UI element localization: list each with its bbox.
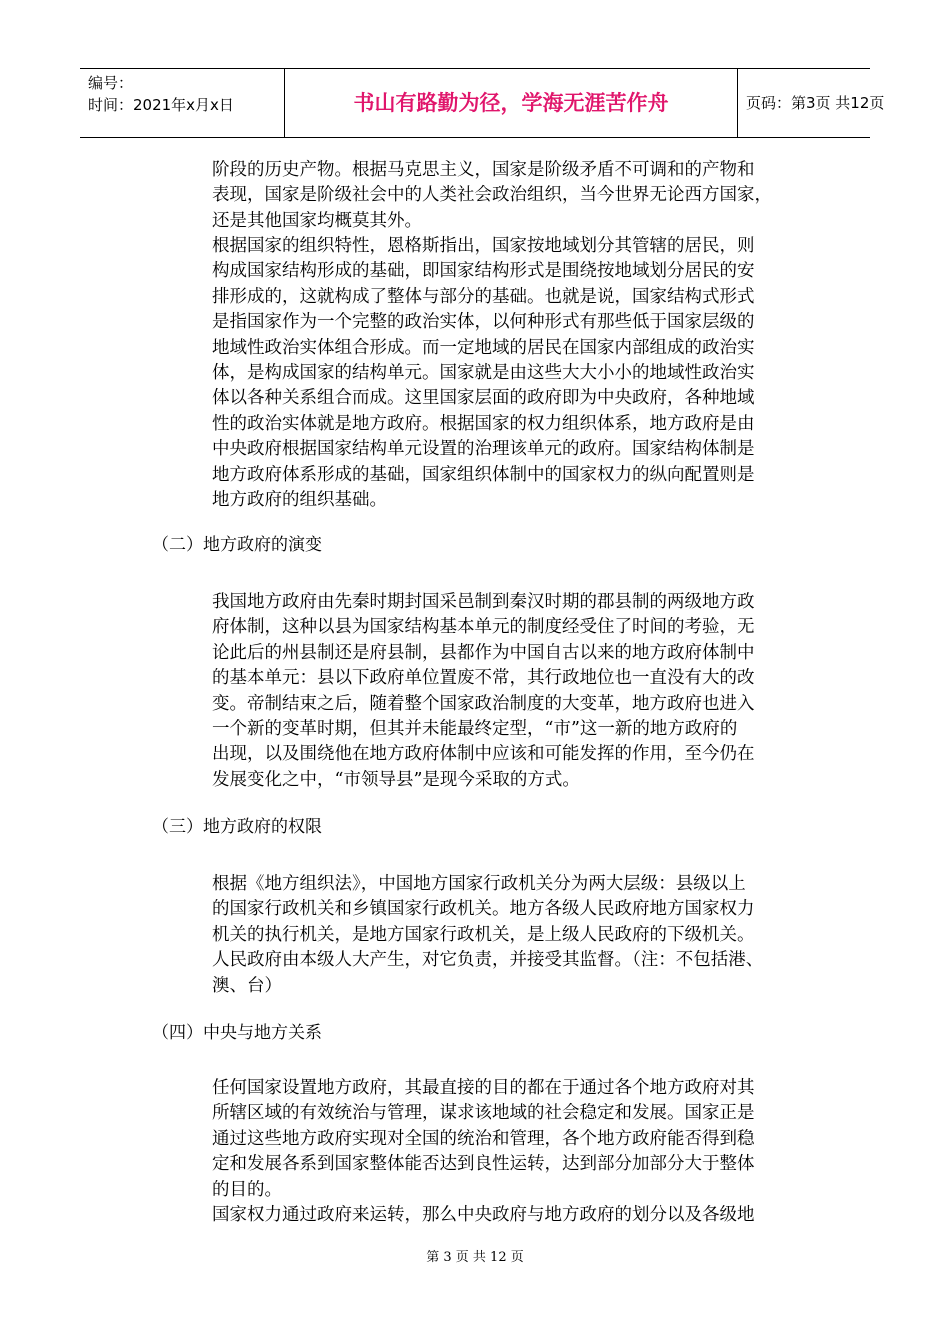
- text-line: 还是其他国家均概莫其外。: [212, 210, 422, 231]
- paragraph-5: [212, 1076, 755, 1203]
- text-line: 机关的执行机关，是地方国家行政机关，是上级人民政府的下级机关。: [212, 924, 755, 945]
- text-line: 地方政府的组织基础。: [212, 490, 387, 511]
- text-line: 体，是构成国家的结构单元。国家就是由这些大大小小的地域性政治实: [212, 363, 755, 384]
- page-footer: 第 3 页 共 12 页: [426, 1250, 524, 1265]
- text-line: 中央政府根据国家结构单元设置的治理该单元的政府。国家结构体制是: [212, 439, 755, 460]
- text-line: 根据《地方组织法》，中国地方国家行政机关分为两大层级：县级以上: [212, 874, 746, 894]
- text-line: 是指国家作为一个完整的政治实体，以何种形式有那些低于国家层级的: [212, 312, 755, 333]
- text-line: 的国家行政机关和乡镇国家行政机关。地方各级人民政府地方国家权力: [212, 899, 755, 920]
- text-line: 构成国家结构形成的基础，即国家结构形式是围绕按地域划分居民的安: [212, 261, 755, 282]
- text-line: 我国地方政府由先秦时期封国采邑制到秦汉时期的郡县制的两级地方政: [212, 592, 755, 612]
- text-line: 论此后的州县制还是府县制，县都作为中国自古以来的地方政府体制中: [212, 642, 755, 663]
- doc-date-label: 时间：2021年x月x日: [88, 96, 234, 114]
- text-line: 根据国家的组织特性，恩格斯指出，国家按地域划分其管辖的居民，则: [212, 236, 755, 256]
- section-heading-3: （三）地方政府的权限: [152, 817, 322, 837]
- page-header: [80, 68, 885, 138]
- text-line: 任何国家设置地方政府，其最直接的目的都在于通过各个地方政府对其: [212, 1078, 755, 1098]
- text-line: 所辖区域的有效统治与管理，谋求该地域的社会稳定和发展。国家正是: [212, 1103, 755, 1124]
- text-line: 通过这些地方政府实现对全国的统治和管理，各个地方政府能否得到稳: [212, 1128, 755, 1149]
- text-line: 的基本单元：县以下政府单位置废不常，其行政地位也一直没有大的改: [212, 668, 755, 689]
- text-line: 一个新的变革时期，但其并未能最终定型，“市”这一新的地方政府的: [212, 719, 738, 740]
- header-meta: [80, 69, 284, 137]
- header-motto: 书山有路勤为径，学海无涯苦作舟: [284, 69, 738, 137]
- paragraph-3: [212, 590, 755, 793]
- paragraph-4: [212, 872, 763, 999]
- paragraph-1: [212, 158, 772, 234]
- text-line: 发展变化之中，“市领导县”是现今采取的方式。: [212, 769, 580, 790]
- header-page-number: 页码：第3页 共12页: [746, 94, 885, 112]
- text-line: 地域性政治实体组合形成。而一定地域的居民在国家内部组成的政治实: [212, 337, 755, 358]
- doc-number-label: 编号：: [88, 74, 134, 92]
- text-line: 表现，国家是阶级社会中的人类社会政治组织，当今世界无论西方国家，: [212, 185, 772, 206]
- section-heading-2: （二）地方政府的演变: [152, 535, 322, 555]
- text-line: 澳、台）: [212, 975, 282, 996]
- text-line: 地方政府体系形成的基础，国家组织体制中的国家权力的纵向配置则是: [212, 464, 755, 485]
- paragraph-6: [212, 1203, 755, 1228]
- text-line: 排形成的，这就构成了整体与部分的基础。也就是说，国家结构式形式: [212, 286, 755, 307]
- text-line: 体以各种关系组合而成。这里国家层面的政府即为中央政府，各种地域: [212, 388, 755, 409]
- paragraph-2: [212, 234, 755, 513]
- text-line: 出现，以及围绕他在地方政府体制中应该和可能发挥的作用，至今仍在: [212, 744, 755, 765]
- text-line: 性的政治实体就是地方政府。根据国家的权力组织体系，地方政府是由: [212, 413, 755, 434]
- text-line: 阶段的历史产物。根据马克思主义，国家是阶级矛盾不可调和的产物和: [212, 160, 755, 180]
- text-line: 人民政府由本级人大产生，对它负责，并接受其监督。（注：不包括港、: [212, 950, 764, 971]
- text-line: 国家权力通过政府来运转，那么中央政府与地方政府的划分以及各级地: [212, 1205, 755, 1225]
- text-line: 变。帝制结束之后，随着整个国家政治制度的大变革，地方政府也进入: [212, 693, 755, 714]
- text-line: 府体制，这种以县为国家结构基本单元的制度经受住了时间的考验，无: [212, 617, 755, 638]
- section-heading-4: （四）中央与地方关系: [152, 1023, 322, 1043]
- text-line: 定和发展各系到国家整体能否达到良性运转，达到部分加部分大于整体: [212, 1154, 755, 1175]
- text-line: 的目的。: [212, 1179, 282, 1200]
